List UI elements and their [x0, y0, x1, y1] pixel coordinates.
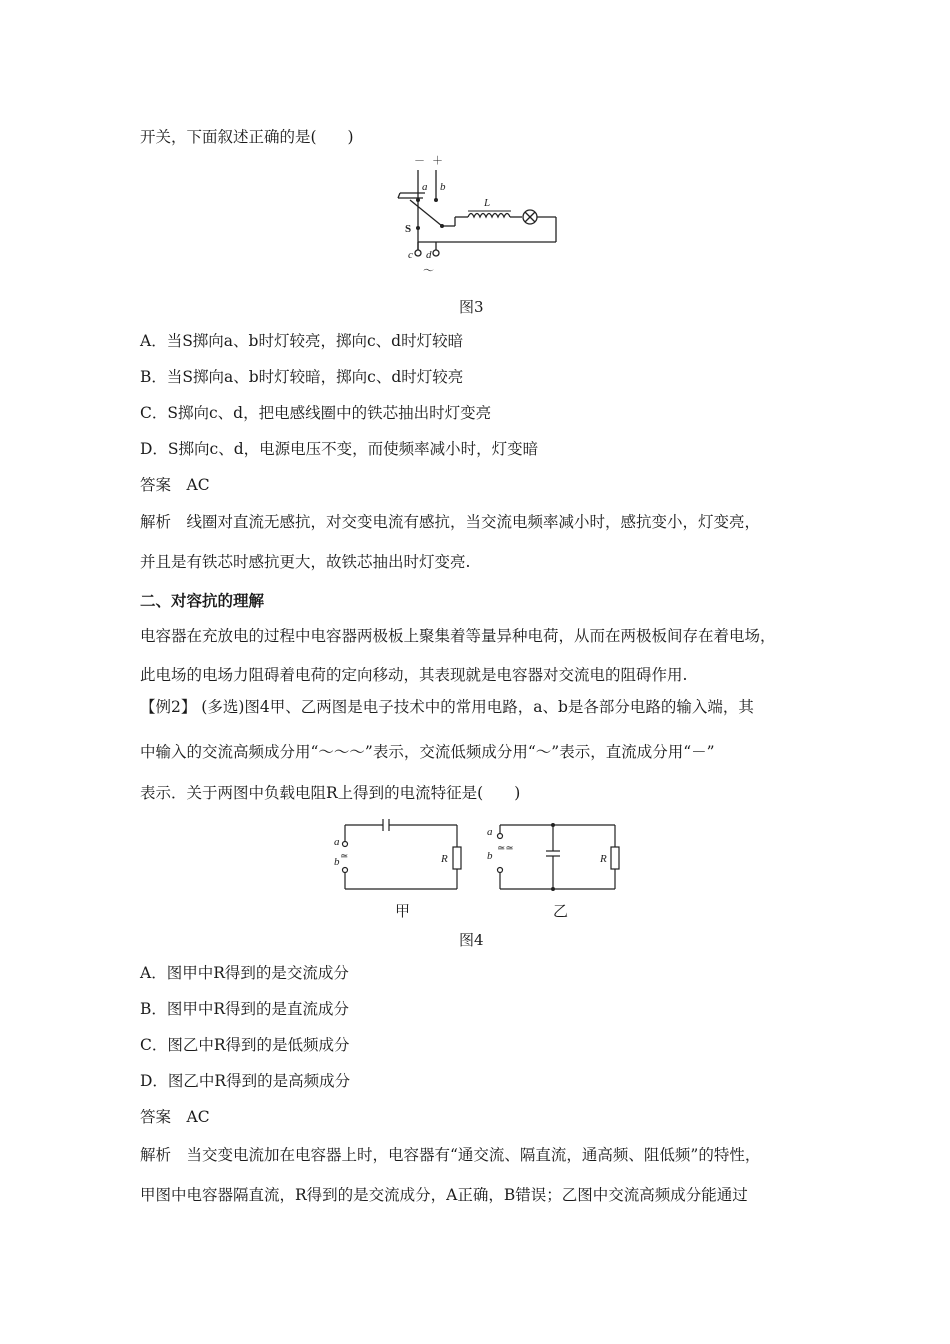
- fig4-right-a-label: a: [487, 826, 493, 838]
- answer: 答案 AC: [140, 476, 210, 494]
- option-c: C．S掷向c、d，把电感线圈中的铁芯抽出时灯变亮: [140, 404, 492, 422]
- example-option-b: B．图甲中R得到的是直流成分: [140, 1000, 350, 1018]
- fig3-b-label: b: [440, 181, 446, 193]
- fig3-a-label: a: [422, 181, 428, 193]
- figure-4-caption: 图4: [459, 931, 484, 949]
- fig3-c-label: c: [408, 249, 413, 261]
- fig3-L-label: L: [484, 197, 491, 209]
- figure-4-left-label: 甲: [395, 902, 411, 920]
- example-stem-line-1: 【例2】 (多选)图4甲、乙两图是电子技术中的常用电路，a、b是各部分电路的输入端，其: [140, 698, 754, 716]
- example-option-a: A．图甲中R得到的是交流成分: [140, 964, 349, 982]
- fig4-left-b-label: b: [334, 856, 340, 868]
- example-option-d: D．图乙中R得到的是高频成分: [140, 1072, 351, 1090]
- example-answer: 答案 AC: [140, 1108, 210, 1126]
- figure-3-circuit-diagram: [380, 150, 580, 285]
- example-analysis-line-1: 解析 当交变电流加在电容器上时，电容器有“通交流、隔直流，通高频、阻低频”的特性，: [140, 1146, 761, 1164]
- question-stem-tail: 开关，下面叙述正确的是( ): [140, 128, 354, 146]
- analysis-line-1: 解析 线圈对直流无感抗，对交变电流有感抗，当交流电频率减小时，感抗变小，灯变亮，: [140, 513, 761, 531]
- example-analysis-line-2: 甲图中电容器隔直流，R得到的是交流成分，A正确，B错误；乙图中交流高频成分能通过: [140, 1186, 748, 1204]
- example-option-c: C．图乙中R得到的是低频成分: [140, 1036, 350, 1054]
- fig3-plus-label: ＋: [432, 155, 443, 167]
- fig4-left-a-label: a: [334, 836, 340, 848]
- fig4-right-input-symbol: ≃≃: [497, 843, 514, 854]
- option-b: B．当S掷向a、b时灯较暗，掷向c、d时灯较亮: [140, 368, 464, 386]
- option-d: D．S掷向c、d，电源电压不变，而使频率减小时，灯变暗: [140, 440, 539, 458]
- fig3-d-label: d: [426, 249, 432, 261]
- section-heading: 二、对容抗的理解: [140, 592, 265, 610]
- fig4-right-b-label: b: [487, 850, 493, 862]
- figure-4-right-label: 乙: [553, 902, 569, 920]
- fig3-minus-label: －: [414, 155, 425, 167]
- section-para-line-1: 电容器在充放电的过程中电容器两极板上聚集着等量异种电荷，从而在两极板间存在着电场，: [140, 627, 776, 645]
- example-stem-line-3: 表示．关于两图中负载电阻R上得到的电流特征是( ): [140, 784, 521, 802]
- example-stem-line-2: 中输入的交流高频成分用“～～～”表示，交流低频成分用“～”表示，直流成分用“－”: [140, 743, 715, 761]
- fig4-left-R-label: R: [441, 853, 448, 865]
- option-a: A．当S掷向a、b时灯较亮，掷向c、d时灯较暗: [140, 332, 464, 350]
- fig3-ac-label: ～: [423, 265, 434, 277]
- figure-3-caption: 图3: [459, 298, 484, 316]
- figure-4-circuit-diagrams: [325, 815, 625, 920]
- fig3-S-label: S: [405, 223, 412, 235]
- fig4-right-R-label: R: [600, 853, 607, 865]
- section-para-line-2: 此电场的电场力阻碍着电荷的定向移动，其表现就是电容器对交流电的阻碍作用.: [140, 666, 688, 684]
- analysis-line-2: 并且是有铁芯时感抗更大，故铁芯抽出时灯变亮.: [140, 553, 471, 571]
- fig4-left-input-symbol: ≃: [340, 851, 349, 862]
